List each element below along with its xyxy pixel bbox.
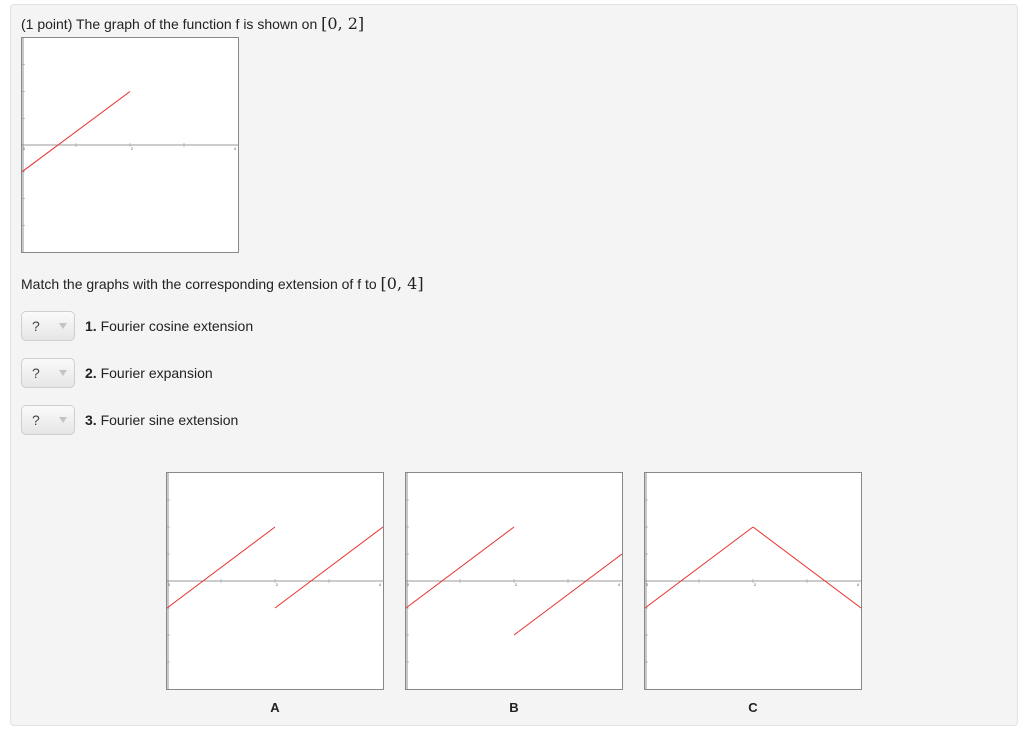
choice-label-c: C — [748, 700, 758, 715]
chevron-down-icon — [59, 417, 67, 423]
x-tick-label: 0 — [407, 583, 409, 587]
series-line-seg1 — [645, 527, 753, 608]
question-text — [21, 14, 364, 34]
graph-c — [644, 472, 862, 690]
series-line-seg1 — [167, 527, 275, 608]
question-prefix: (1 point) The graph of the function f is shown on — [21, 16, 322, 32]
x-tick-label: 0 — [23, 147, 25, 151]
x-tick-label: 0 — [168, 583, 170, 587]
series-line-seg2 — [514, 554, 622, 635]
select-value: ? — [32, 318, 40, 334]
choice-label-a: A — [270, 700, 280, 715]
match-interval: [0, 4] — [380, 274, 424, 293]
match-item-2 — [21, 358, 213, 388]
graph-f — [21, 37, 239, 253]
series-line-seg1 — [406, 527, 514, 608]
choice-label-b: B — [509, 700, 519, 715]
graph-f-svg — [22, 38, 238, 252]
match-select-1[interactable] — [21, 311, 75, 341]
match-select-2[interactable] — [21, 358, 75, 388]
graph-b — [405, 472, 623, 690]
x-tick-label: 2 — [276, 583, 278, 587]
chevron-down-icon — [59, 370, 67, 376]
x-tick-label: 2 — [754, 583, 756, 587]
series-line-seg2 — [275, 527, 383, 608]
series-line-f — [22, 92, 130, 172]
x-tick-label: 4 — [379, 583, 381, 587]
x-tick-label: 4 — [618, 583, 620, 587]
match-instruction — [21, 274, 424, 294]
match-prefix: Match the graphs with the corresponding extension of f to — [21, 276, 381, 292]
select-value: ? — [32, 365, 40, 381]
chevron-down-icon — [59, 323, 67, 329]
graph-c-svg — [645, 473, 861, 689]
series-line-seg2 — [753, 527, 861, 608]
x-tick-label: 2 — [515, 583, 517, 587]
match-item-label: 2. Fourier expansion — [85, 365, 213, 381]
graph-b-svg — [406, 473, 622, 689]
select-value: ? — [32, 412, 40, 428]
x-tick-label: 0 — [646, 583, 648, 587]
graph-a — [166, 472, 384, 690]
x-tick-label: 4 — [234, 147, 236, 151]
x-tick-label: 4 — [857, 583, 859, 587]
question-interval: [0, 2] — [321, 14, 365, 33]
match-item-3 — [21, 405, 238, 435]
x-tick-label: 2 — [131, 147, 133, 151]
match-item-1 — [21, 311, 253, 341]
match-item-label: 3. Fourier sine extension — [85, 412, 239, 428]
graph-a-svg — [167, 473, 383, 689]
match-item-label: 1. Fourier cosine extension — [85, 318, 254, 334]
match-select-3[interactable] — [21, 405, 75, 435]
